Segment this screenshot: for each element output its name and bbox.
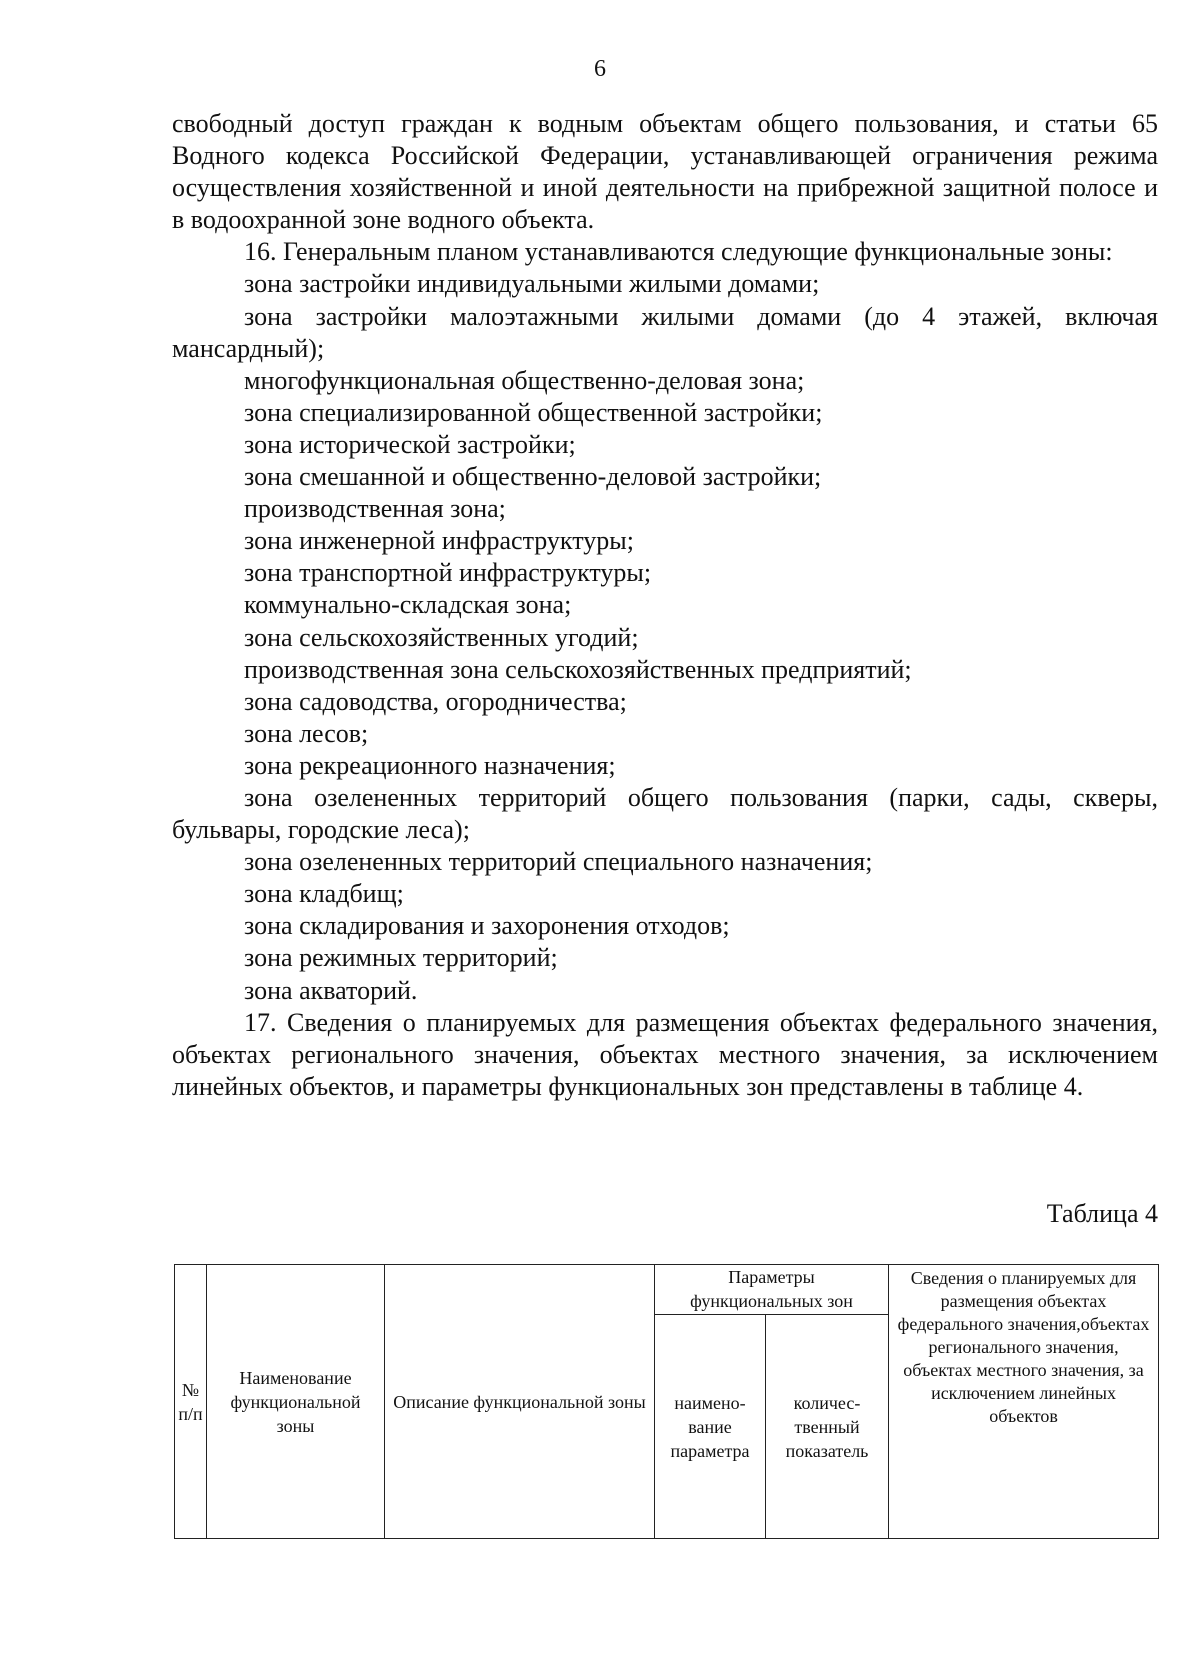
zone-list-item: многофункциональная общественно-деловая зона;: [244, 365, 805, 395]
header-planned-objects: Сведения о планируемых для размещения объектах федерального значения,объектах регионального значения, объектах местного значения, за исключением линейных объектов: [889, 1265, 1159, 1539]
zone-list-item: зона транспортной инфраструктуры;: [244, 558, 652, 588]
zone-list-item: производственная зона сельскохозяйственных предприятий;: [244, 654, 912, 684]
zone-list-item: зона сельскохозяйственных угодий;: [244, 622, 639, 652]
zone-list-item: зона складирования и захоронения отходов;: [244, 911, 730, 941]
header-number: № п/п: [175, 1265, 207, 1539]
zone-list-item: коммунально-складская зона;: [244, 590, 572, 620]
zone-list-item: производственная зона;: [244, 494, 506, 524]
zone-list-item: зона лесов;: [244, 718, 369, 748]
paragraph-17: 17. Сведения о планируемых для размещения объектах федерального значения, объектах регионального значения, объектах местного значения, за исключением линейных объектов, и параметры функциональных зон представлены в таблице 4.: [172, 1007, 1158, 1101]
zone-list-item: зона режимных территорий;: [244, 943, 558, 973]
zone-list: [172, 268, 1158, 1006]
header-zone-name: Наименование функциональной зоны: [207, 1265, 385, 1539]
header-parameters: Параметры функциональных зон: [655, 1265, 889, 1315]
zone-list-item: зона акваторий.: [244, 975, 418, 1005]
table-4: [174, 1264, 1159, 1539]
zone-list-item: зона озелененных территорий общего пользования (парки, сады, скверы, бульвары, городские леса);: [172, 782, 1158, 845]
zone-list-item: зона инженерной инфраструктуры;: [244, 526, 634, 556]
zone-list-item: зона смешанной и общественно-деловой застройки;: [244, 462, 822, 492]
zone-list-item: зона исторической застройки;: [244, 429, 576, 459]
header-parameter-value: количес-твенный показатель: [766, 1315, 889, 1539]
zone-list-item: зона кладбищ;: [244, 879, 404, 909]
page-number: 6: [594, 56, 606, 82]
document-body: [172, 108, 1158, 1103]
zone-list-item: зона озелененных территорий специального назначения;: [244, 847, 873, 877]
paragraph-continuation: свободный доступ граждан к водным объектам общего пользования, и статьи 65 Водного кодекса Российской Федерации, устанавливающей ограничения режима осуществления хозяйственной и иной деятельности на прибрежной защитной полосе и в водоохранной зоне водного объекта.: [172, 109, 1158, 235]
zone-list-item: зона застройки индивидуальными жилыми домами;: [244, 269, 820, 299]
paragraph-16: 16. Генеральным планом устанавливаются следующие функциональные зоны:: [244, 237, 1113, 267]
header-parameter-name: наимено-вание параметра: [655, 1315, 766, 1539]
zone-list-item: зона садоводства, огородничества;: [244, 686, 627, 716]
table-label: Таблица 4: [1046, 1199, 1158, 1228]
zone-list-item: зона рекреационного назначения;: [244, 750, 616, 780]
zone-list-item: зона застройки малоэтажными жилыми домами (до 4 этажей, включая мансардный);: [172, 301, 1158, 363]
zone-list-item: зона специализированной общественной застройки;: [244, 397, 823, 427]
header-zone-description: Описание функциональной зоны: [385, 1265, 655, 1539]
